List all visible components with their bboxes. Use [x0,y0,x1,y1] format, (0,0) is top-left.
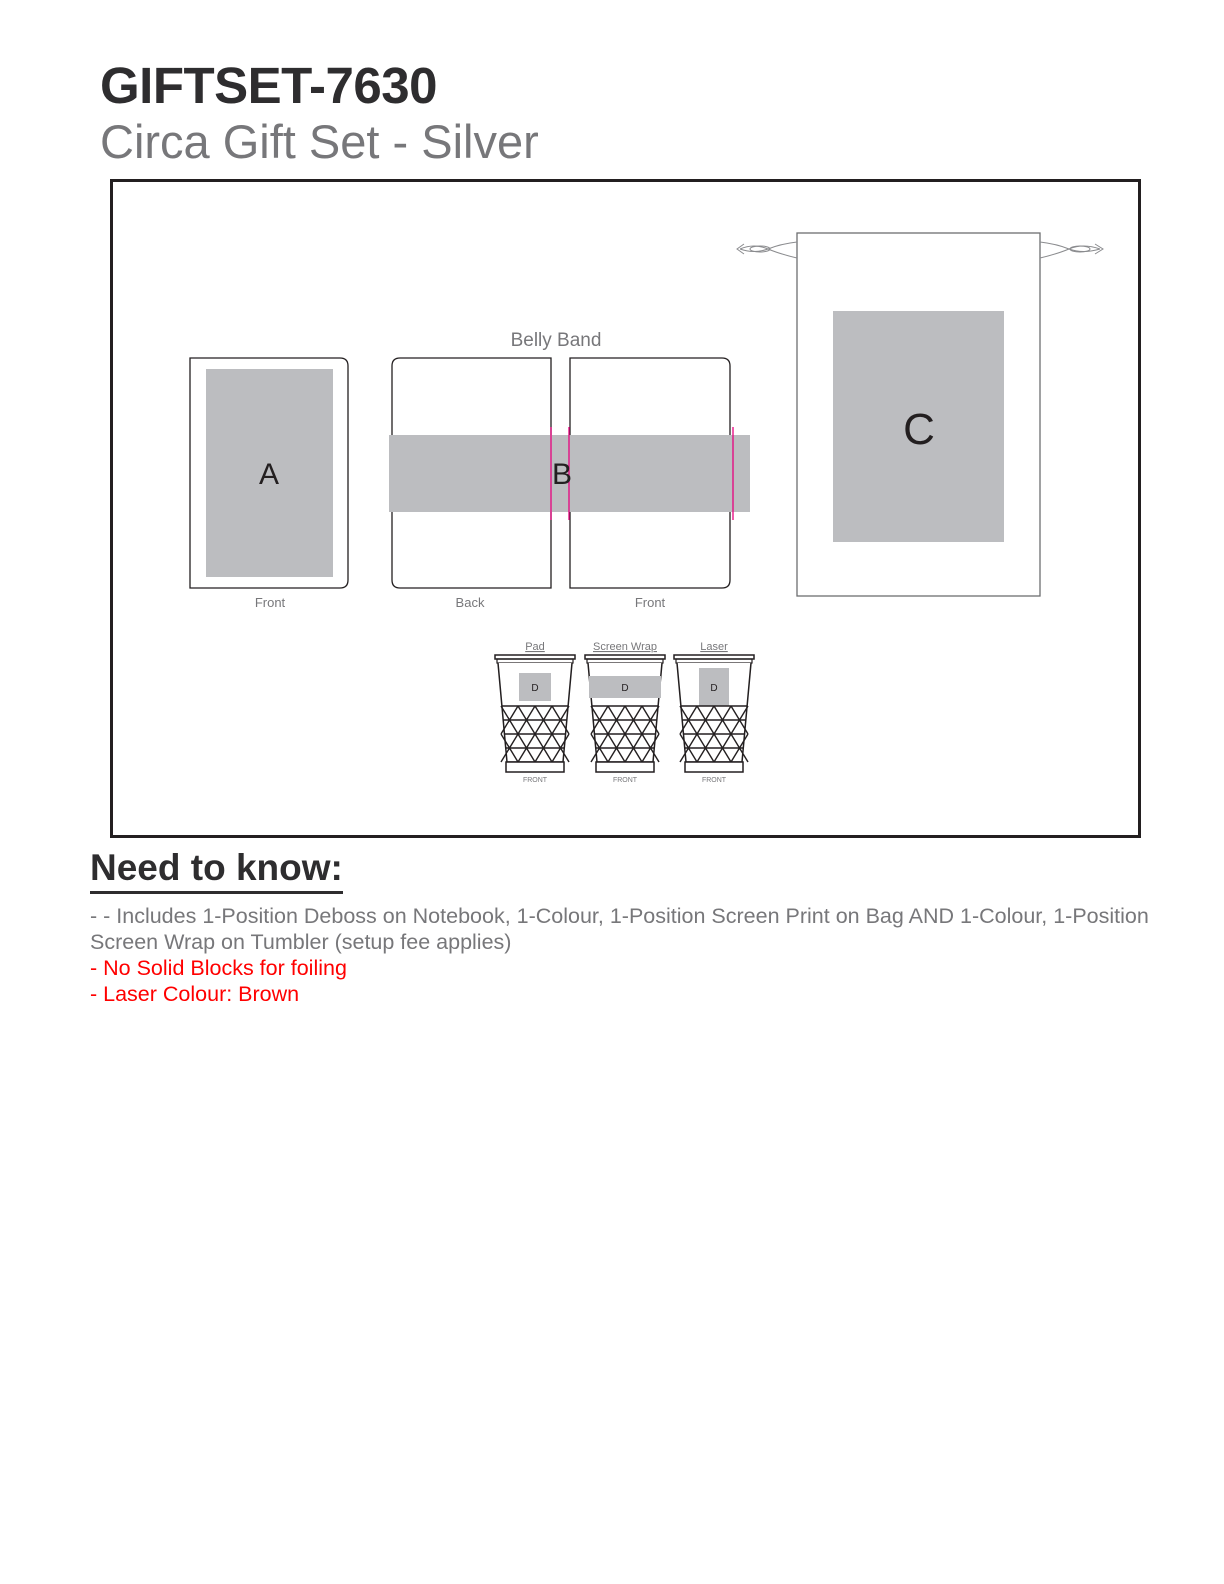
tumbler-caption: FRONT [522,777,548,784]
caption-back: Back [455,595,485,610]
note-item: - No Solid Blocks for foiling [90,956,347,980]
area-label-d: D [621,683,629,694]
belly-band-title: Belly Band [510,330,602,351]
drawstring-left [737,242,797,258]
tumblers [495,641,754,784]
tumbler-method-label: Laser [700,641,728,653]
need-to-know-notes [90,903,1180,1007]
need-to-know-heading: Need to know: [90,847,343,894]
area-label-b: B [551,458,573,491]
tumbler-caption: FRONT [701,777,727,784]
note-item: - Laser Colour: Brown [90,982,300,1006]
area-label-a: A [258,458,280,491]
belly-band [389,330,750,610]
note-item: - - Includes 1-Position Deboss on Notebook, 1-Colour, 1-Position Screen Print on Bag AND 1-Colour, 1-Position Screen Wrap on Tumbler (setup fee applies) [90,904,1149,954]
tumbler-caption: FRONT [612,777,638,784]
product-name: Circa Gift Set - Silver [100,115,539,168]
tumbler-1 [495,641,575,784]
caption-front-notebook: Front [254,595,286,610]
notebook-front [190,358,348,610]
tumbler-method-label: Pad [525,641,545,653]
product-code: GIFTSET-7630 [100,57,437,114]
tumbler-2 [585,641,665,784]
drawstring-right [1040,242,1103,258]
tumbler-method-label: Screen Wrap [593,641,657,653]
decoration-diagram-frame [110,179,1141,838]
area-label-c: C [903,405,935,454]
tumbler-3 [674,641,754,784]
drawstring-bag [737,233,1103,596]
area-label-d: D [531,683,539,694]
area-label-d: D [710,683,718,694]
caption-front-band: Front [634,595,666,610]
